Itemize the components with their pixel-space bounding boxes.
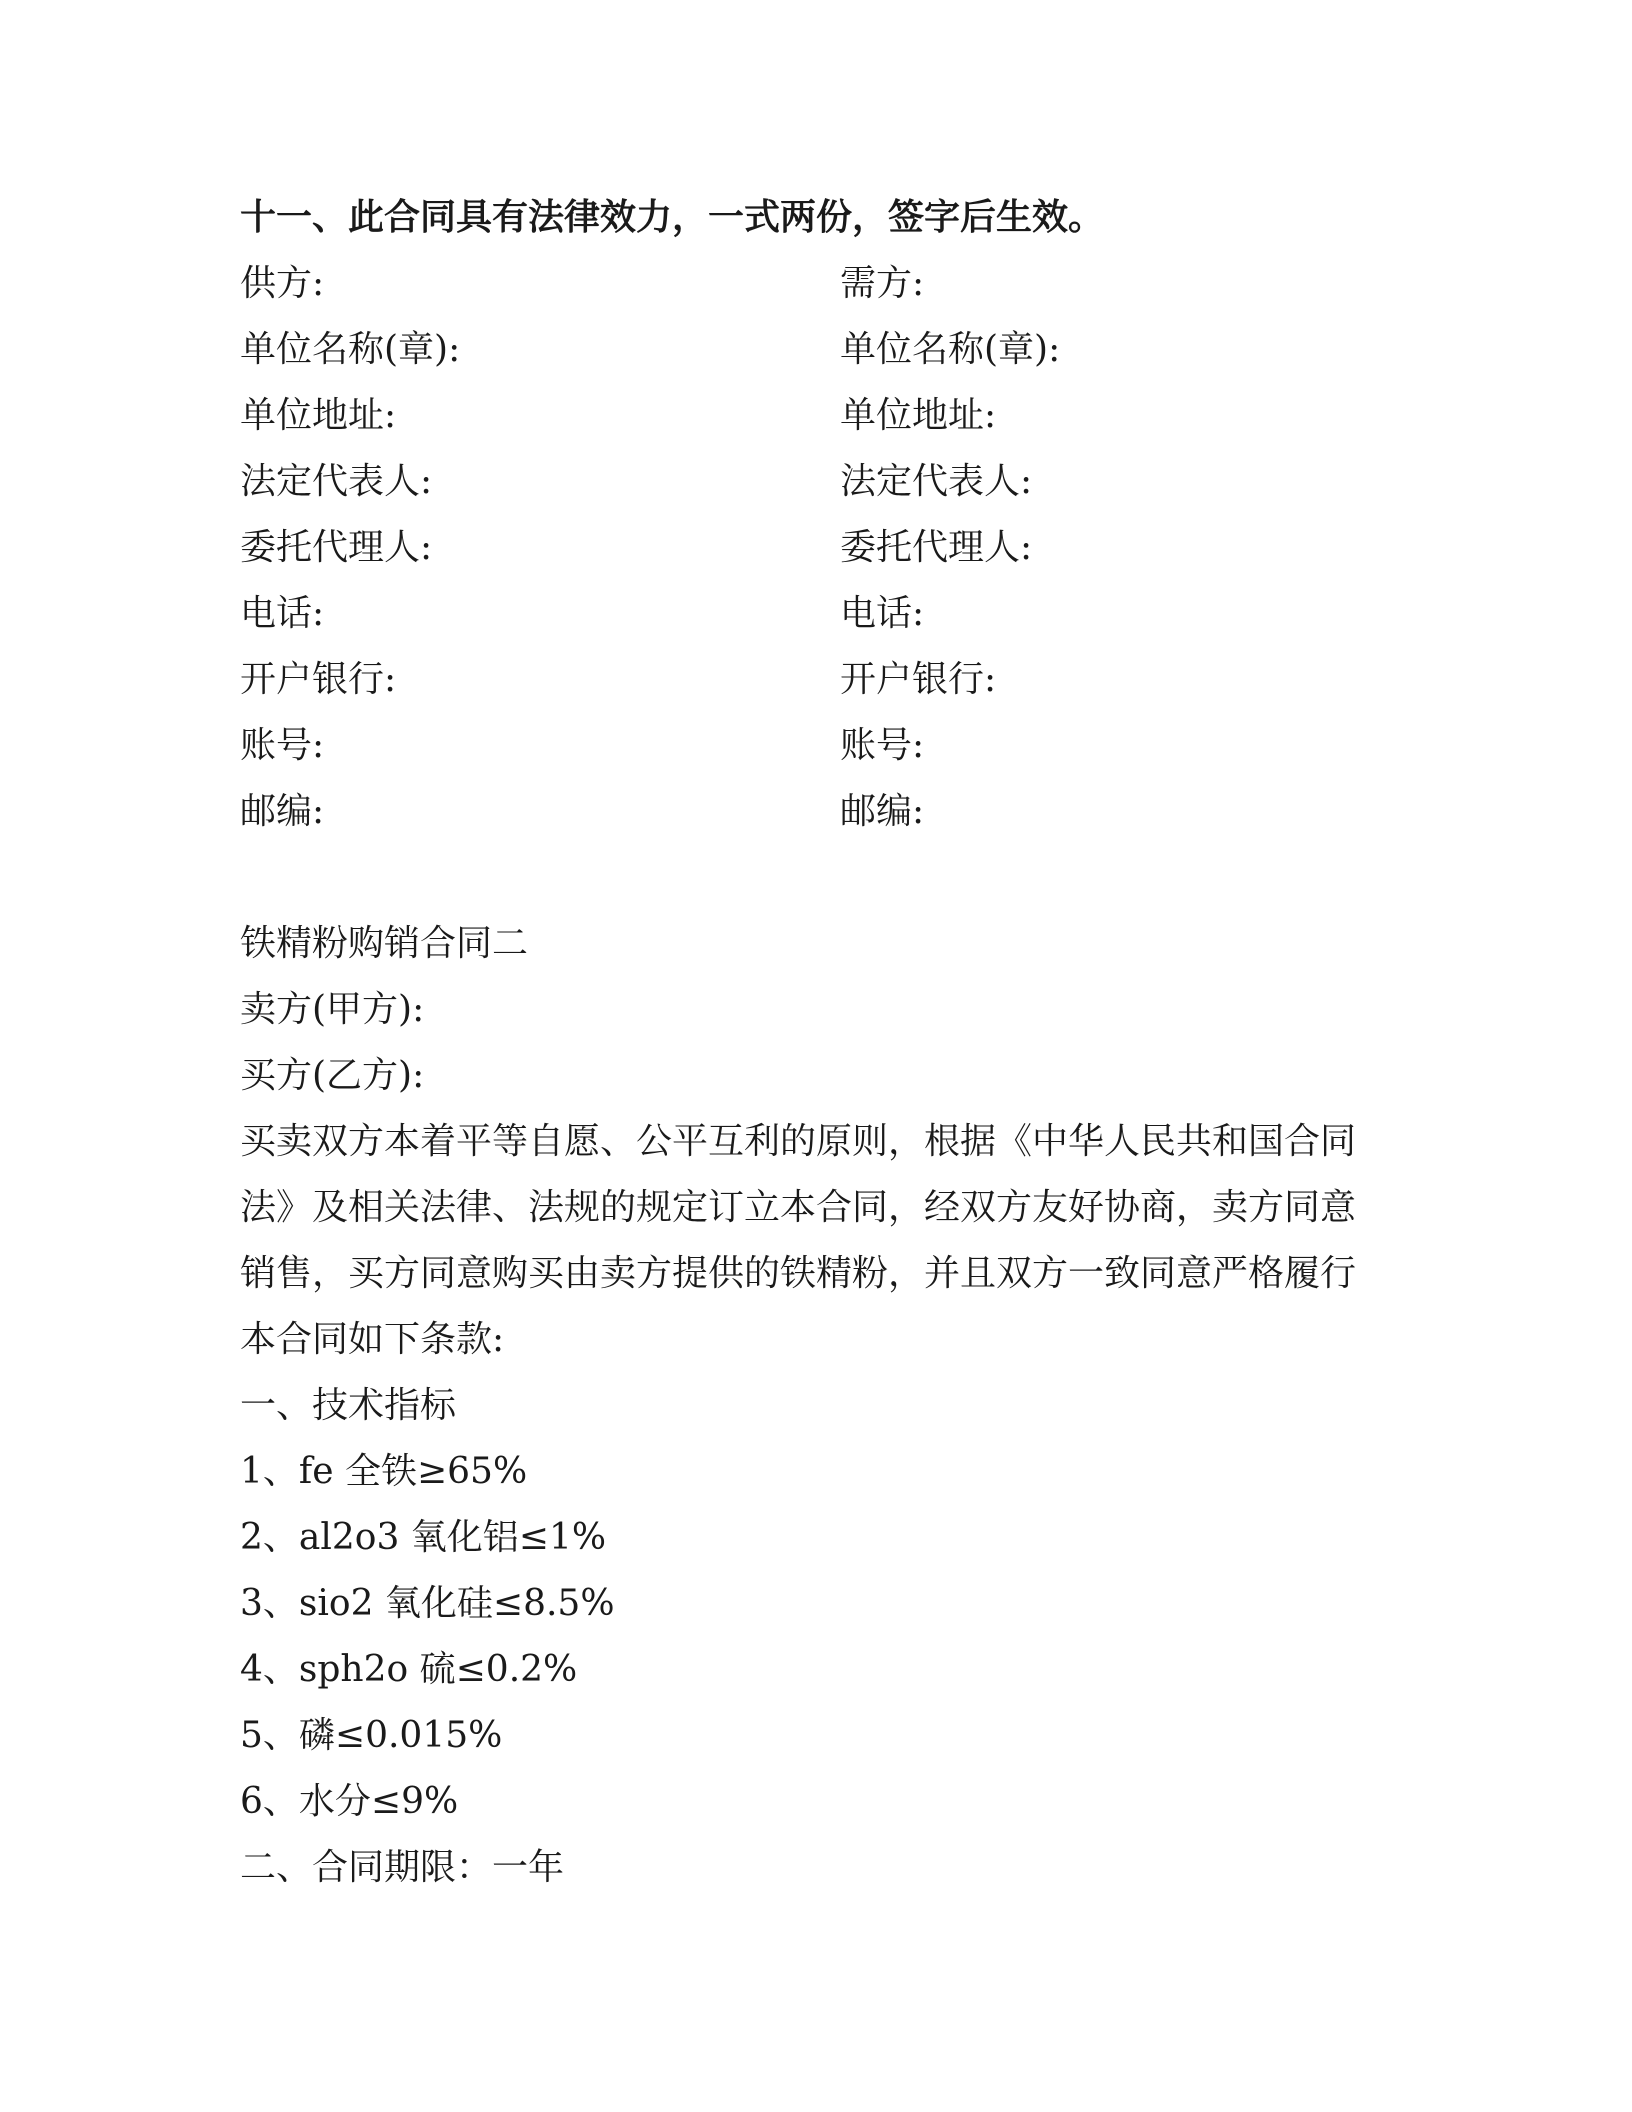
contract2-intro-paragraph: 买卖双方本着平等自愿、公平互利的原则，根据《中华人民共和国合同法》及相关法律、法规的规定订立本合同，经双方友好协商，卖方同意销售，买方同意购买由卖方提供的铁精粉，并且双方一致同意严格履行本合同如下条款:	[240, 1121, 1357, 1360]
buyer-phone-field: 电话:	[840, 593, 925, 634]
spec-item-3: 3、sio2 氧化硅≤8.5%	[240, 1583, 615, 1624]
supplier-agent-field: 委托代理人:	[240, 527, 433, 568]
supplier-postcode-field: 邮编:	[240, 791, 325, 832]
supplier-bank-field: 开户银行:	[240, 659, 397, 700]
contract2-title: 铁精粉购销合同二	[240, 923, 529, 964]
spec-item-1: 1、fe 全铁≥65%	[240, 1451, 528, 1492]
buyer-postcode-field: 邮编:	[840, 791, 925, 832]
supplier-address-field: 单位地址:	[240, 395, 397, 436]
buyer-agent-field: 委托代理人:	[840, 527, 1033, 568]
supplier-legal-rep-field: 法定代表人:	[240, 461, 433, 502]
buyer-address-field: 单位地址:	[840, 395, 997, 436]
buyer-account-field: 账号:	[840, 725, 925, 766]
contract2-purchaser: 买方(乙方):	[240, 1055, 425, 1096]
spec-item-4: 4、sph2o 硫≤0.2%	[240, 1649, 578, 1690]
spec-item-2: 2、al2o3 氧化铝≤1%	[240, 1517, 607, 1558]
buyer-name-field: 单位名称(章):	[840, 329, 1061, 370]
buyer-bank-field: 开户银行:	[840, 659, 997, 700]
supplier-title: 供方:	[240, 263, 325, 304]
buyer-title: 需方:	[840, 263, 925, 304]
spec-item-5: 5、磷≤0.015%	[240, 1715, 503, 1756]
spec-item-6: 6、水分≤9%	[240, 1781, 459, 1822]
contract2-seller: 卖方(甲方):	[240, 989, 425, 1030]
supplier-name-field: 单位名称(章):	[240, 329, 461, 370]
section2-heading: 二、合同期限：一年	[240, 1847, 565, 1888]
supplier-phone-field: 电话:	[240, 593, 325, 634]
buyer-legal-rep-field: 法定代表人:	[840, 461, 1033, 502]
supplier-account-field: 账号:	[240, 725, 325, 766]
clause-11-heading: 十一、此合同具有法律效力，一式两份，签字后生效。	[240, 197, 1105, 238]
section1-heading: 一、技术指标	[240, 1385, 457, 1426]
